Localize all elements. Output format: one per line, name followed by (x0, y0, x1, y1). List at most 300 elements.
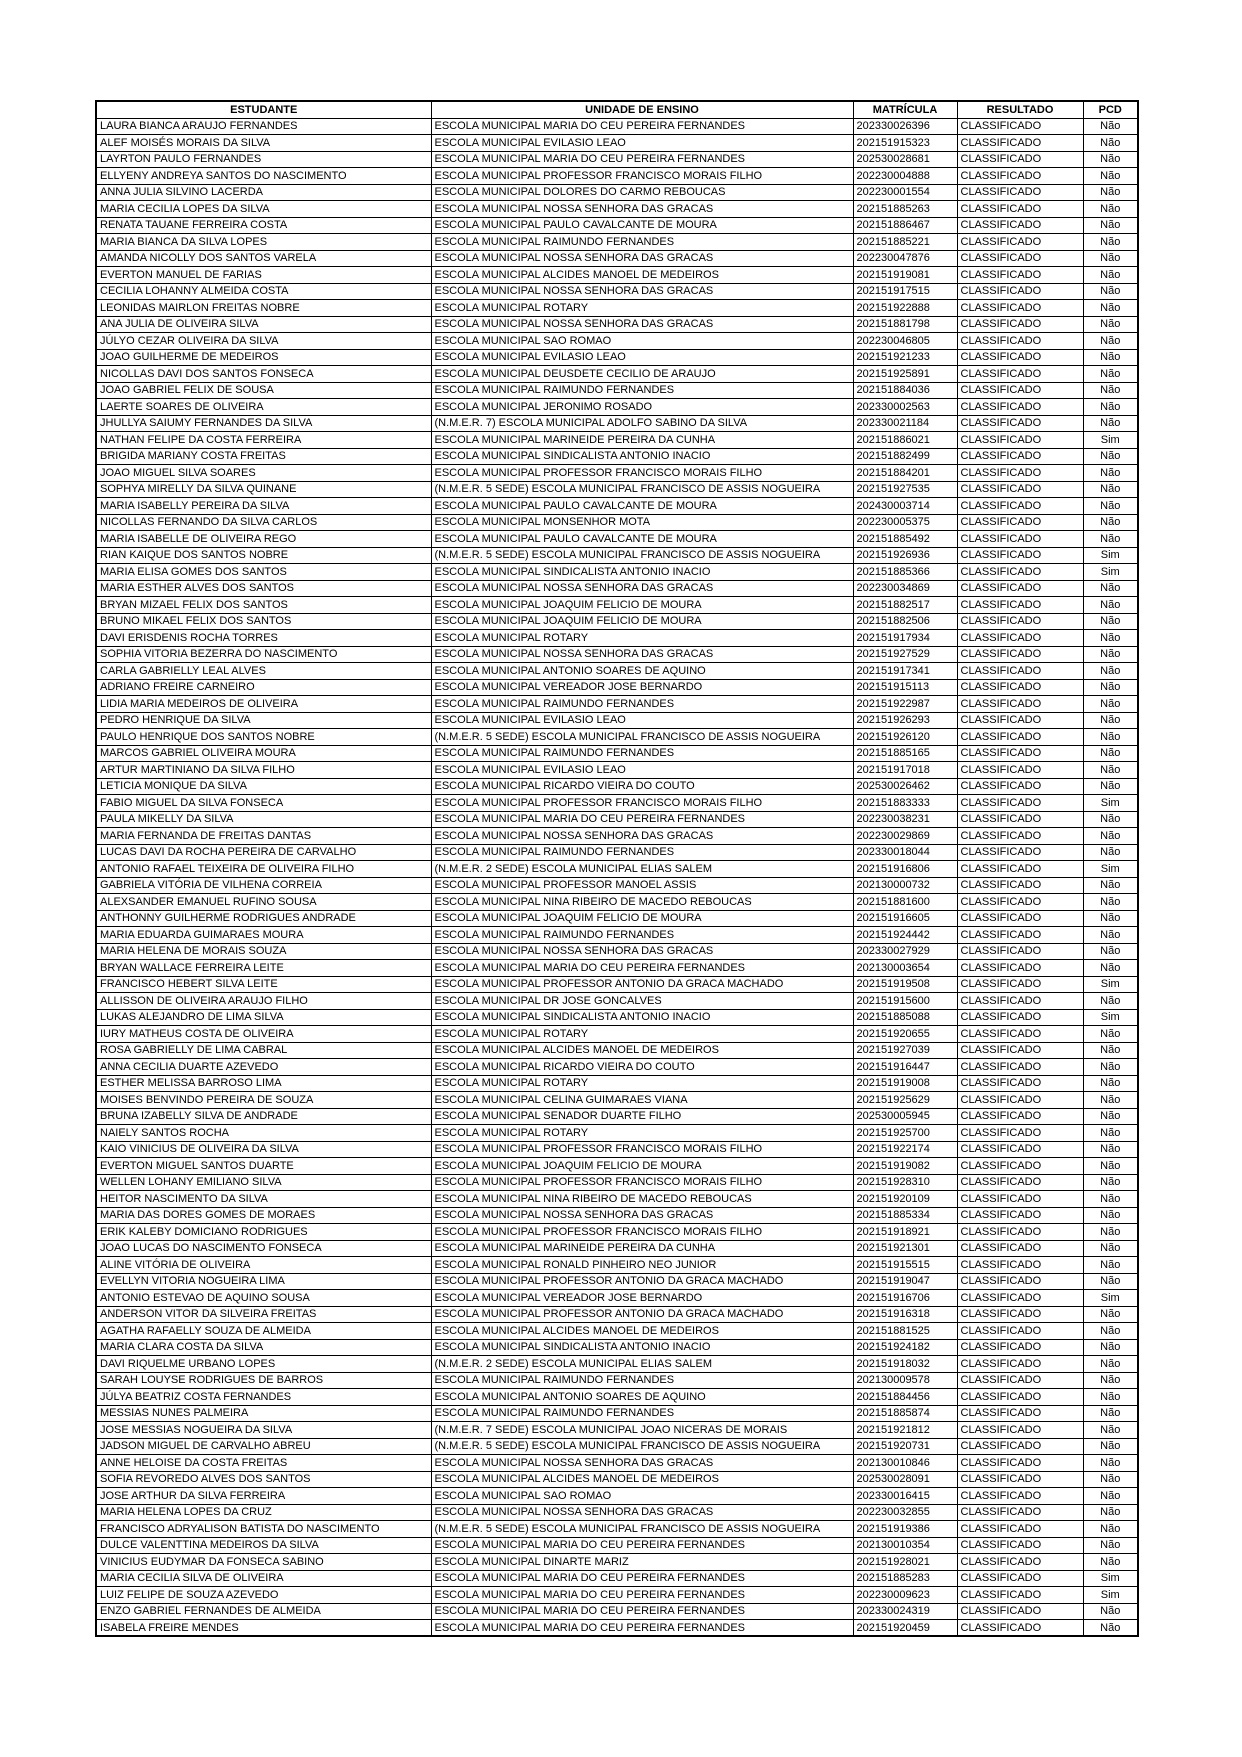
table-row (96, 861, 1138, 878)
table-row (96, 1108, 1138, 1125)
cell-enrollment: 202151915113 (853, 679, 957, 696)
cell-pcd: Não (1083, 234, 1138, 251)
cell-result: CLASSIFICADO (957, 1158, 1083, 1175)
cell-school: ESCOLA MUNICIPAL NINA RIBEIRO DE MACEDO REBOUCAS (431, 1191, 853, 1208)
cell-student: LUIZ FELIPE DE SOUZA AZEVEDO (96, 1587, 431, 1604)
cell-result: CLASSIFICADO (957, 1488, 1083, 1505)
cell-student: MESSIAS NUNES PALMEIRA (96, 1405, 431, 1422)
cell-enrollment: 202151916605 (853, 910, 957, 927)
table-row (96, 729, 1138, 746)
cell-student: NICOLLAS FERNANDO DA SILVA CARLOS (96, 514, 431, 531)
cell-student: ALEF MOISÉS MORAIS DA SILVA (96, 135, 431, 152)
cell-result: CLASSIFICADO (957, 283, 1083, 300)
cell-result: CLASSIFICADO (957, 1009, 1083, 1026)
cell-enrollment: 202151915600 (853, 993, 957, 1010)
cell-result: CLASSIFICADO (957, 250, 1083, 267)
cell-student: MARIA ISABELLE DE OLIVEIRA REGO (96, 531, 431, 548)
cell-pcd: Não (1083, 778, 1138, 795)
table-row (96, 564, 1138, 581)
cell-student: MARIA EDUARDA GUIMARAES MOURA (96, 927, 431, 944)
cell-pcd: Sim (1083, 1570, 1138, 1587)
cell-result: CLASSIFICADO (957, 135, 1083, 152)
table-row (96, 910, 1138, 927)
table-row (96, 366, 1138, 383)
cell-school: ESCOLA MUNICIPAL ALCIDES MANOEL DE MEDEIROS (431, 1471, 853, 1488)
cell-school: ESCOLA MUNICIPAL NOSSA SENHORA DAS GRACAS (431, 283, 853, 300)
cell-student: ROSA GABRIELLY DE LIMA CABRAL (96, 1042, 431, 1059)
cell-school: ESCOLA MUNICIPAL SINDICALISTA ANTONIO INACIO (431, 1009, 853, 1026)
cell-result: CLASSIFICADO (957, 217, 1083, 234)
table-row (96, 828, 1138, 845)
cell-result: CLASSIFICADO (957, 1075, 1083, 1092)
cell-school: ESCOLA MUNICIPAL RAIMUNDO FERNANDES (431, 1372, 853, 1389)
cell-student: PEDRO HENRIQUE DA SILVA (96, 712, 431, 729)
table-row (96, 531, 1138, 548)
cell-result: CLASSIFICADO (957, 679, 1083, 696)
cell-student: LUKAS ALEJANDRO DE LIMA SILVA (96, 1009, 431, 1026)
cell-student: ARTUR MARTINIANO DA SILVA FILHO (96, 762, 431, 779)
cell-student: BRUNA IZABELLY SILVA DE ANDRADE (96, 1108, 431, 1125)
cell-school: ESCOLA MUNICIPAL PROFESSOR FRANCISCO MORAIS FILHO (431, 1141, 853, 1158)
cell-result: CLASSIFICADO (957, 1174, 1083, 1191)
cell-enrollment: 202230046805 (853, 333, 957, 350)
cell-pcd: Não (1083, 745, 1138, 762)
cell-result: CLASSIFICADO (957, 762, 1083, 779)
table-row (96, 580, 1138, 597)
cell-result: CLASSIFICADO (957, 1207, 1083, 1224)
cell-pcd: Sim (1083, 432, 1138, 449)
cell-result: CLASSIFICADO (957, 333, 1083, 350)
table-row (96, 1158, 1138, 1175)
cell-school: ESCOLA MUNICIPAL NINA RIBEIRO DE MACEDO REBOUCAS (431, 894, 853, 911)
cell-student: PAULO HENRIQUE DOS SANTOS NOBRE (96, 729, 431, 746)
cell-student: RENATA TAUANE FERREIRA COSTA (96, 217, 431, 234)
cell-student: FABIO MIGUEL DA SILVA FONSECA (96, 795, 431, 812)
cell-school: ESCOLA MUNICIPAL PROFESSOR FRANCISCO MORAIS FILHO (431, 168, 853, 185)
cell-result: CLASSIFICADO (957, 382, 1083, 399)
table-row (96, 1521, 1138, 1538)
cell-pcd: Não (1083, 1257, 1138, 1274)
cell-school: ESCOLA MUNICIPAL PROFESSOR FRANCISCO MORAIS FILHO (431, 795, 853, 812)
cell-result: CLASSIFICADO (957, 234, 1083, 251)
cell-enrollment: 202151919008 (853, 1075, 957, 1092)
cell-enrollment: 202151924442 (853, 927, 957, 944)
cell-result: CLASSIFICADO (957, 795, 1083, 812)
cell-pcd: Não (1083, 1554, 1138, 1571)
cell-school: ESCOLA MUNICIPAL DOLORES DO CARMO REBOUCAS (431, 184, 853, 201)
cell-enrollment: 202330018044 (853, 844, 957, 861)
cell-result: CLASSIFICADO (957, 349, 1083, 366)
cell-student: MARIA BIANCA DA SILVA LOPES (96, 234, 431, 251)
cell-enrollment: 202151916806 (853, 861, 957, 878)
cell-school: ESCOLA MUNICIPAL PROFESSOR ANTONIO DA GRACA MACHADO (431, 976, 853, 993)
cell-result: CLASSIFICADO (957, 1273, 1083, 1290)
cell-pcd: Não (1083, 1240, 1138, 1257)
cell-school: ESCOLA MUNICIPAL ROTARY (431, 300, 853, 317)
cell-school: ESCOLA MUNICIPAL VEREADOR JOSE BERNARDO (431, 1290, 853, 1307)
cell-student: JOSE MESSIAS NOGUEIRA DA SILVA (96, 1422, 431, 1439)
cell-pcd: Não (1083, 1488, 1138, 1505)
table-row (96, 1323, 1138, 1340)
table-row (96, 795, 1138, 812)
cell-enrollment: 202151920655 (853, 1026, 957, 1043)
cell-school: ESCOLA MUNICIPAL RICARDO VIEIRA DO COUTO (431, 1059, 853, 1076)
cell-result: CLASSIFICADO (957, 976, 1083, 993)
cell-pcd: Não (1083, 514, 1138, 531)
cell-school: ESCOLA MUNICIPAL MARINEIDE PEREIRA DA CUNHA (431, 1240, 853, 1257)
cell-student: ELLYENY ANDREYA SANTOS DO NASCIMENTO (96, 168, 431, 185)
table-row (96, 1537, 1138, 1554)
cell-enrollment: 202151927535 (853, 481, 957, 498)
table-row (96, 118, 1138, 135)
cell-school: ESCOLA MUNICIPAL NOSSA SENHORA DAS GRACAS (431, 250, 853, 267)
cell-student: PAULA MIKELLY DA SILVA (96, 811, 431, 828)
cell-enrollment: 202151881600 (853, 894, 957, 911)
cell-school: ESCOLA MUNICIPAL ROTARY (431, 1075, 853, 1092)
cell-enrollment: 202151886467 (853, 217, 957, 234)
table-row (96, 217, 1138, 234)
cell-student: NAIELY SANTOS ROCHA (96, 1125, 431, 1142)
cell-enrollment: 202151882517 (853, 597, 957, 614)
cell-enrollment: 202130003654 (853, 960, 957, 977)
cell-result: CLASSIFICADO (957, 316, 1083, 333)
cell-student: JOAO LUCAS DO NASCIMENTO FONSECA (96, 1240, 431, 1257)
cell-pcd: Não (1083, 316, 1138, 333)
cell-pcd: Não (1083, 481, 1138, 498)
column-header-school: UNIDADE DE ENSINO (431, 101, 853, 118)
cell-result: CLASSIFICADO (957, 861, 1083, 878)
cell-school: ESCOLA MUNICIPAL PROFESSOR FRANCISCO MORAIS FILHO (431, 1174, 853, 1191)
cell-result: CLASSIFICADO (957, 613, 1083, 630)
cell-school: ESCOLA MUNICIPAL SINDICALISTA ANTONIO INACIO (431, 564, 853, 581)
cell-result: CLASSIFICADO (957, 1125, 1083, 1142)
cell-result: CLASSIFICADO (957, 184, 1083, 201)
cell-enrollment: 202151926293 (853, 712, 957, 729)
cell-result: CLASSIFICADO (957, 448, 1083, 465)
cell-pcd: Não (1083, 151, 1138, 168)
cell-student: AMANDA NICOLLY DOS SANTOS VARELA (96, 250, 431, 267)
cell-school: ESCOLA MUNICIPAL MARINEIDE PEREIRA DA CUNHA (431, 432, 853, 449)
cell-pcd: Não (1083, 580, 1138, 597)
cell-school: ESCOLA MUNICIPAL SINDICALISTA ANTONIO INACIO (431, 1339, 853, 1356)
cell-student: DAVI ERISDENIS ROCHA TORRES (96, 630, 431, 647)
cell-enrollment: 202151883333 (853, 795, 957, 812)
cell-enrollment: 202151915515 (853, 1257, 957, 1274)
cell-student: ANTONIO RAFAEL TEIXEIRA DE OLIVEIRA FILHO (96, 861, 431, 878)
table-row (96, 1504, 1138, 1521)
cell-enrollment: 202151884201 (853, 465, 957, 482)
cell-result: CLASSIFICADO (957, 432, 1083, 449)
cell-student: JOAO GABRIEL FELIX DE SOUSA (96, 382, 431, 399)
cell-school: (N.M.E.R. 5 SEDE) ESCOLA MUNICIPAL FRANCISCO DE ASSIS NOGUEIRA (431, 729, 853, 746)
cell-result: CLASSIFICADO (957, 415, 1083, 432)
table-row (96, 465, 1138, 482)
cell-school: ESCOLA MUNICIPAL NOSSA SENHORA DAS GRACAS (431, 1455, 853, 1472)
cell-school: ESCOLA MUNICIPAL RAIMUNDO FERNANDES (431, 382, 853, 399)
cell-school: ESCOLA MUNICIPAL CELINA GUIMARAES VIANA (431, 1092, 853, 1109)
cell-student: SOPHYA MIRELLY DA SILVA QUINANE (96, 481, 431, 498)
table-row (96, 432, 1138, 449)
cell-result: CLASSIFICADO (957, 1191, 1083, 1208)
cell-student: EVERTON MANUEL DE FARIAS (96, 267, 431, 284)
cell-result: CLASSIFICADO (957, 943, 1083, 960)
cell-result: CLASSIFICADO (957, 597, 1083, 614)
table-row (96, 1488, 1138, 1505)
cell-result: CLASSIFICADO (957, 696, 1083, 713)
cell-school: ESCOLA MUNICIPAL ROTARY (431, 630, 853, 647)
cell-school: ESCOLA MUNICIPAL PAULO CAVALCANTE DE MOURA (431, 217, 853, 234)
cell-result: CLASSIFICADO (957, 646, 1083, 663)
cell-result: CLASSIFICADO (957, 151, 1083, 168)
cell-enrollment: 202151928310 (853, 1174, 957, 1191)
cell-school: ESCOLA MUNICIPAL JOAQUIM FELICIO DE MOURA (431, 1158, 853, 1175)
table-row (96, 250, 1138, 267)
cell-enrollment: 202151919386 (853, 1521, 957, 1538)
cell-student: ALEXSANDER EMANUEL RUFINO SOUSA (96, 894, 431, 911)
cell-enrollment: 202151915323 (853, 135, 957, 152)
cell-result: CLASSIFICADO (957, 1405, 1083, 1422)
cell-pcd: Não (1083, 1372, 1138, 1389)
cell-enrollment: 202151916706 (853, 1290, 957, 1307)
cell-result: CLASSIFICADO (957, 1108, 1083, 1125)
column-header-pcd: PCD (1083, 101, 1138, 118)
cell-result: CLASSIFICADO (957, 547, 1083, 564)
cell-result: CLASSIFICADO (957, 1240, 1083, 1257)
cell-pcd: Não (1083, 613, 1138, 630)
table-row (96, 1290, 1138, 1307)
cell-enrollment: 202130010846 (853, 1455, 957, 1472)
cell-student: MARIA ISABELLY PEREIRA DA SILVA (96, 498, 431, 515)
cell-enrollment: 202530028681 (853, 151, 957, 168)
cell-enrollment: 202151885165 (853, 745, 957, 762)
cell-pcd: Não (1083, 1273, 1138, 1290)
cell-school: ESCOLA MUNICIPAL JOAQUIM FELICIO DE MOURA (431, 613, 853, 630)
column-header-student: ESTUDANTE (96, 101, 431, 118)
cell-school: ESCOLA MUNICIPAL JOAQUIM FELICIO DE MOURA (431, 597, 853, 614)
cell-result: CLASSIFICADO (957, 564, 1083, 581)
cell-result: CLASSIFICADO (957, 1306, 1083, 1323)
cell-enrollment: 202151920731 (853, 1438, 957, 1455)
cell-pcd: Não (1083, 663, 1138, 680)
cell-school: (N.M.E.R. 5 SEDE) ESCOLA MUNICIPAL FRANCISCO DE ASSIS NOGUEIRA (431, 1521, 853, 1538)
table-row (96, 597, 1138, 614)
cell-enrollment: 202151885334 (853, 1207, 957, 1224)
table-row (96, 1603, 1138, 1620)
cell-student: LIDIA MARIA MEDEIROS DE OLIVEIRA (96, 696, 431, 713)
cell-pcd: Não (1083, 1504, 1138, 1521)
cell-result: CLASSIFICADO (957, 1438, 1083, 1455)
cell-pcd: Não (1083, 349, 1138, 366)
cell-result: CLASSIFICADO (957, 168, 1083, 185)
cell-pcd: Não (1083, 1438, 1138, 1455)
cell-student: EVERTON MIGUEL SANTOS DUARTE (96, 1158, 431, 1175)
cell-enrollment: 202230029869 (853, 828, 957, 845)
cell-enrollment: 202151920109 (853, 1191, 957, 1208)
cell-pcd: Sim (1083, 547, 1138, 564)
table-body (96, 118, 1138, 1636)
cell-enrollment: 202151917018 (853, 762, 957, 779)
cell-enrollment: 202151919508 (853, 976, 957, 993)
cell-result: CLASSIFICADO (957, 1521, 1083, 1538)
table-row (96, 1174, 1138, 1191)
cell-result: CLASSIFICADO (957, 729, 1083, 746)
table-row (96, 1455, 1138, 1472)
cell-school: ESCOLA MUNICIPAL NOSSA SENHORA DAS GRACAS (431, 580, 853, 597)
table-row (96, 234, 1138, 251)
table-row (96, 613, 1138, 630)
cell-result: CLASSIFICADO (957, 481, 1083, 498)
cell-student: LEONIDAS MAIRLON FREITAS NOBRE (96, 300, 431, 317)
cell-enrollment: 202530026462 (853, 778, 957, 795)
cell-pcd: Não (1083, 943, 1138, 960)
cell-enrollment: 202130000732 (853, 877, 957, 894)
table-row (96, 1042, 1138, 1059)
cell-school: ESCOLA MUNICIPAL PAULO CAVALCANTE DE MOURA (431, 498, 853, 515)
cell-pcd: Não (1083, 1306, 1138, 1323)
cell-school: ESCOLA MUNICIPAL MARIA DO CEU PEREIRA FERNANDES (431, 1603, 853, 1620)
cell-enrollment: 202230047876 (853, 250, 957, 267)
cell-enrollment: 202151885263 (853, 201, 957, 218)
cell-result: CLASSIFICADO (957, 1141, 1083, 1158)
cell-school: ESCOLA MUNICIPAL ALCIDES MANOEL DE MEDEIROS (431, 1042, 853, 1059)
table-row (96, 151, 1138, 168)
cell-student: BRYAN WALLACE FERREIRA LEITE (96, 960, 431, 977)
cell-student: KAIO VINICIUS DE OLIVEIRA DA SILVA (96, 1141, 431, 1158)
table-row (96, 349, 1138, 366)
cell-enrollment: 202151922888 (853, 300, 957, 317)
table-row (96, 976, 1138, 993)
table-row (96, 267, 1138, 284)
cell-result: CLASSIFICADO (957, 498, 1083, 515)
cell-enrollment: 202151926120 (853, 729, 957, 746)
cell-student: JOAO MIGUEL SILVA SOARES (96, 465, 431, 482)
cell-student: LAURA BIANCA ARAUJO FERNANDES (96, 118, 431, 135)
cell-result: CLASSIFICADO (957, 1092, 1083, 1109)
cell-result: CLASSIFICADO (957, 514, 1083, 531)
table-row (96, 498, 1138, 515)
cell-enrollment: 202151917341 (853, 663, 957, 680)
cell-pcd: Sim (1083, 1009, 1138, 1026)
cell-result: CLASSIFICADO (957, 1224, 1083, 1241)
cell-school: ESCOLA MUNICIPAL EVILASIO LEAO (431, 349, 853, 366)
table-row (96, 135, 1138, 152)
cell-enrollment: 202151924182 (853, 1339, 957, 1356)
cell-student: MARIA HELENA LOPES DA CRUZ (96, 1504, 431, 1521)
cell-pcd: Não (1083, 366, 1138, 383)
cell-pcd: Sim (1083, 976, 1138, 993)
cell-enrollment: 202151885221 (853, 234, 957, 251)
cell-enrollment: 202151886021 (853, 432, 957, 449)
cell-result: CLASSIFICADO (957, 1372, 1083, 1389)
cell-enrollment: 202330024319 (853, 1603, 957, 1620)
cell-student: FRANCISCO HEBERT SILVA LEITE (96, 976, 431, 993)
cell-result: CLASSIFICADO (957, 1537, 1083, 1554)
cell-enrollment: 202151918921 (853, 1224, 957, 1241)
cell-student: HEITOR NASCIMENTO DA SILVA (96, 1191, 431, 1208)
cell-pcd: Não (1083, 1075, 1138, 1092)
cell-student: MARIA ELISA GOMES DOS SANTOS (96, 564, 431, 581)
cell-student: AGATHA RAFAELLY SOUZA DE ALMEIDA (96, 1323, 431, 1340)
cell-pcd: Não (1083, 1389, 1138, 1406)
table-row (96, 1273, 1138, 1290)
cell-enrollment: 202151881525 (853, 1323, 957, 1340)
table-row (96, 168, 1138, 185)
cell-pcd: Não (1083, 894, 1138, 911)
cell-school: ESCOLA MUNICIPAL DINARTE MARIZ (431, 1554, 853, 1571)
table-row (96, 663, 1138, 680)
cell-student: JÚLYO CEZAR OLIVEIRA DA SILVA (96, 333, 431, 350)
cell-pcd: Não (1083, 630, 1138, 647)
cell-result: CLASSIFICADO (957, 1620, 1083, 1637)
table-row (96, 762, 1138, 779)
cell-school: ESCOLA MUNICIPAL NOSSA SENHORA DAS GRACAS (431, 828, 853, 845)
cell-school: ESCOLA MUNICIPAL NOSSA SENHORA DAS GRACAS (431, 1504, 853, 1521)
table-row (96, 448, 1138, 465)
cell-student: ANNA CECILIA DUARTE AZEVEDO (96, 1059, 431, 1076)
cell-school: ESCOLA MUNICIPAL MONSENHOR MOTA (431, 514, 853, 531)
cell-student: MARIA HELENA DE MORAIS SOUZA (96, 943, 431, 960)
cell-result: CLASSIFICADO (957, 531, 1083, 548)
cell-school: ESCOLA MUNICIPAL ANTONIO SOARES DE AQUINO (431, 1389, 853, 1406)
table-row (96, 1092, 1138, 1109)
cell-student: LAYRTON PAULO FERNANDES (96, 151, 431, 168)
cell-school: ESCOLA MUNICIPAL MARIA DO CEU PEREIRA FERNANDES (431, 1620, 853, 1637)
cell-school: ESCOLA MUNICIPAL SENADOR DUARTE FILHO (431, 1108, 853, 1125)
cell-enrollment: 202151884036 (853, 382, 957, 399)
table-row (96, 1009, 1138, 1026)
cell-enrollment: 202230004888 (853, 168, 957, 185)
cell-enrollment: 202151918032 (853, 1356, 957, 1373)
table-row (96, 283, 1138, 300)
table-row (96, 333, 1138, 350)
cell-enrollment: 202330016415 (853, 1488, 957, 1505)
cell-enrollment: 202151928021 (853, 1554, 957, 1571)
cell-result: CLASSIFICADO (957, 267, 1083, 284)
cell-school: ESCOLA MUNICIPAL NOSSA SENHORA DAS GRACAS (431, 943, 853, 960)
table-row (96, 630, 1138, 647)
cell-school: (N.M.E.R. 7 SEDE) ESCOLA MUNICIPAL JOAO NICERAS DE MORAIS (431, 1422, 853, 1439)
cell-student: ANDERSON VITOR DA SILVEIRA FREITAS (96, 1306, 431, 1323)
table-row (96, 993, 1138, 1010)
cell-result: CLASSIFICADO (957, 1455, 1083, 1472)
cell-school: ESCOLA MUNICIPAL RAIMUNDO FERNANDES (431, 234, 853, 251)
cell-school: ESCOLA MUNICIPAL RICARDO VIEIRA DO COUTO (431, 778, 853, 795)
cell-school: ESCOLA MUNICIPAL PROFESSOR FRANCISCO MORAIS FILHO (431, 465, 853, 482)
cell-student: ERIK KALEBY DOMICIANO RODRIGUES (96, 1224, 431, 1241)
cell-pcd: Não (1083, 1603, 1138, 1620)
cell-result: CLASSIFICADO (957, 1389, 1083, 1406)
cell-student: JADSON MIGUEL DE CARVALHO ABREU (96, 1438, 431, 1455)
cell-result: CLASSIFICADO (957, 1323, 1083, 1340)
table-row (96, 1125, 1138, 1142)
cell-pcd: Não (1083, 1174, 1138, 1191)
cell-school: ESCOLA MUNICIPAL JERONIMO ROSADO (431, 399, 853, 416)
cell-school: ESCOLA MUNICIPAL EVILASIO LEAO (431, 712, 853, 729)
cell-result: CLASSIFICADO (957, 1603, 1083, 1620)
table-row (96, 1339, 1138, 1356)
cell-student: BRYAN MIZAEL FELIX DOS SANTOS (96, 597, 431, 614)
cell-student: SOFIA REVOREDO ALVES DOS SANTOS (96, 1471, 431, 1488)
cell-pcd: Não (1083, 828, 1138, 845)
cell-result: CLASSIFICADO (957, 1059, 1083, 1076)
cell-enrollment: 202151919082 (853, 1158, 957, 1175)
cell-enrollment: 202151925629 (853, 1092, 957, 1109)
cell-school: ESCOLA MUNICIPAL VEREADOR JOSE BERNARDO (431, 679, 853, 696)
cell-pcd: Não (1083, 1537, 1138, 1554)
cell-pcd: Não (1083, 217, 1138, 234)
cell-student: ALLISSON DE OLIVEIRA ARAUJO FILHO (96, 993, 431, 1010)
cell-result: CLASSIFICADO (957, 1339, 1083, 1356)
